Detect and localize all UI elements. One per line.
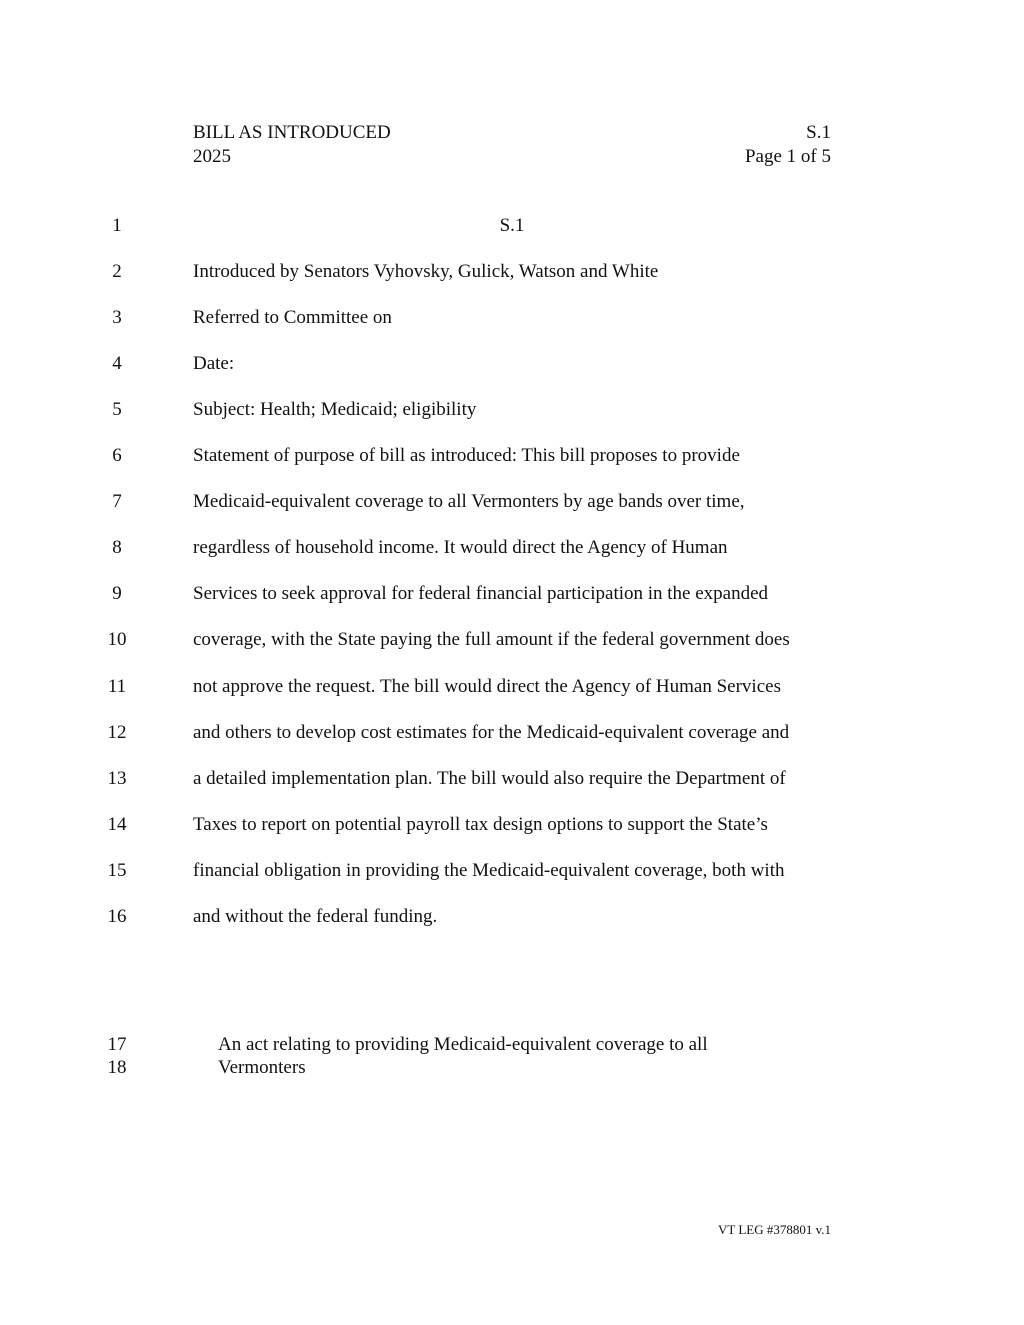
bill-title-number: S.1 (499, 215, 525, 236)
act-title: An act relating to providing Medicaid-equivalent coverage to all (218, 1034, 708, 1055)
purpose-text: Taxes to report on potential payroll tax design options to support the State’s (193, 814, 768, 835)
purpose-text: financial obligation in providing the Medicaid-equivalent coverage, both with (193, 860, 785, 881)
purpose-text: Medicaid-equivalent coverage to all Vermonters by age bands over time, (193, 491, 745, 512)
line-number: 7 (112, 491, 122, 512)
line-number: 11 (107, 676, 127, 697)
line-number: 9 (112, 583, 122, 604)
subject-line: Subject: Health; Medicaid; eligibility (193, 399, 477, 420)
bill-status: BILL AS INTRODUCED (193, 122, 391, 143)
referred-to-committee: Referred to Committee on (193, 307, 392, 328)
line-number: 14 (107, 814, 127, 835)
line-number: 16 (107, 906, 127, 927)
line-number: 5 (112, 399, 122, 420)
purpose-text: and without the federal funding. (193, 906, 438, 927)
act-title: Vermonters (218, 1057, 306, 1078)
line-number: 1 (112, 215, 122, 236)
line-number: 17 (107, 1034, 127, 1055)
purpose-text: not approve the request. The bill would direct the Agency of Human Services (193, 676, 781, 697)
bill-number: S.1 (806, 122, 831, 143)
purpose-text: Services to seek approval for federal financial participation in the expanded (193, 583, 769, 604)
purpose-text: a detailed implementation plan. The bill would also require the Department of (193, 768, 786, 789)
line-number: 2 (112, 261, 122, 282)
line-number: 18 (107, 1057, 127, 1078)
line-number: 15 (107, 860, 127, 881)
line-number: 4 (112, 353, 122, 374)
line-number: 6 (112, 445, 122, 466)
line-number: 8 (112, 537, 122, 558)
date-line: Date: (193, 353, 235, 374)
purpose-text: and others to develop cost estimates for the Medicaid-equivalent coverage and (193, 722, 790, 743)
line-number: 10 (107, 629, 127, 650)
line-number: 13 (107, 768, 127, 789)
introduced-by: Introduced by Senators Vyhovsky, Gulick, Watson and White (193, 261, 659, 282)
line-number: 12 (107, 722, 127, 743)
document-code: VT LEG #378801 v.1 (717, 1222, 831, 1237)
purpose-text: Statement of purpose of bill as introduced: This bill proposes to provide (193, 445, 740, 466)
purpose-text: regardless of household income. It would direct the Agency of Human (193, 537, 728, 558)
line-number: 3 (112, 307, 122, 328)
purpose-text: coverage, with the State paying the full amount if the federal government does (193, 629, 790, 650)
page-indicator: Page 1 of 5 (744, 146, 831, 167)
bill-year: 2025 (193, 146, 231, 167)
